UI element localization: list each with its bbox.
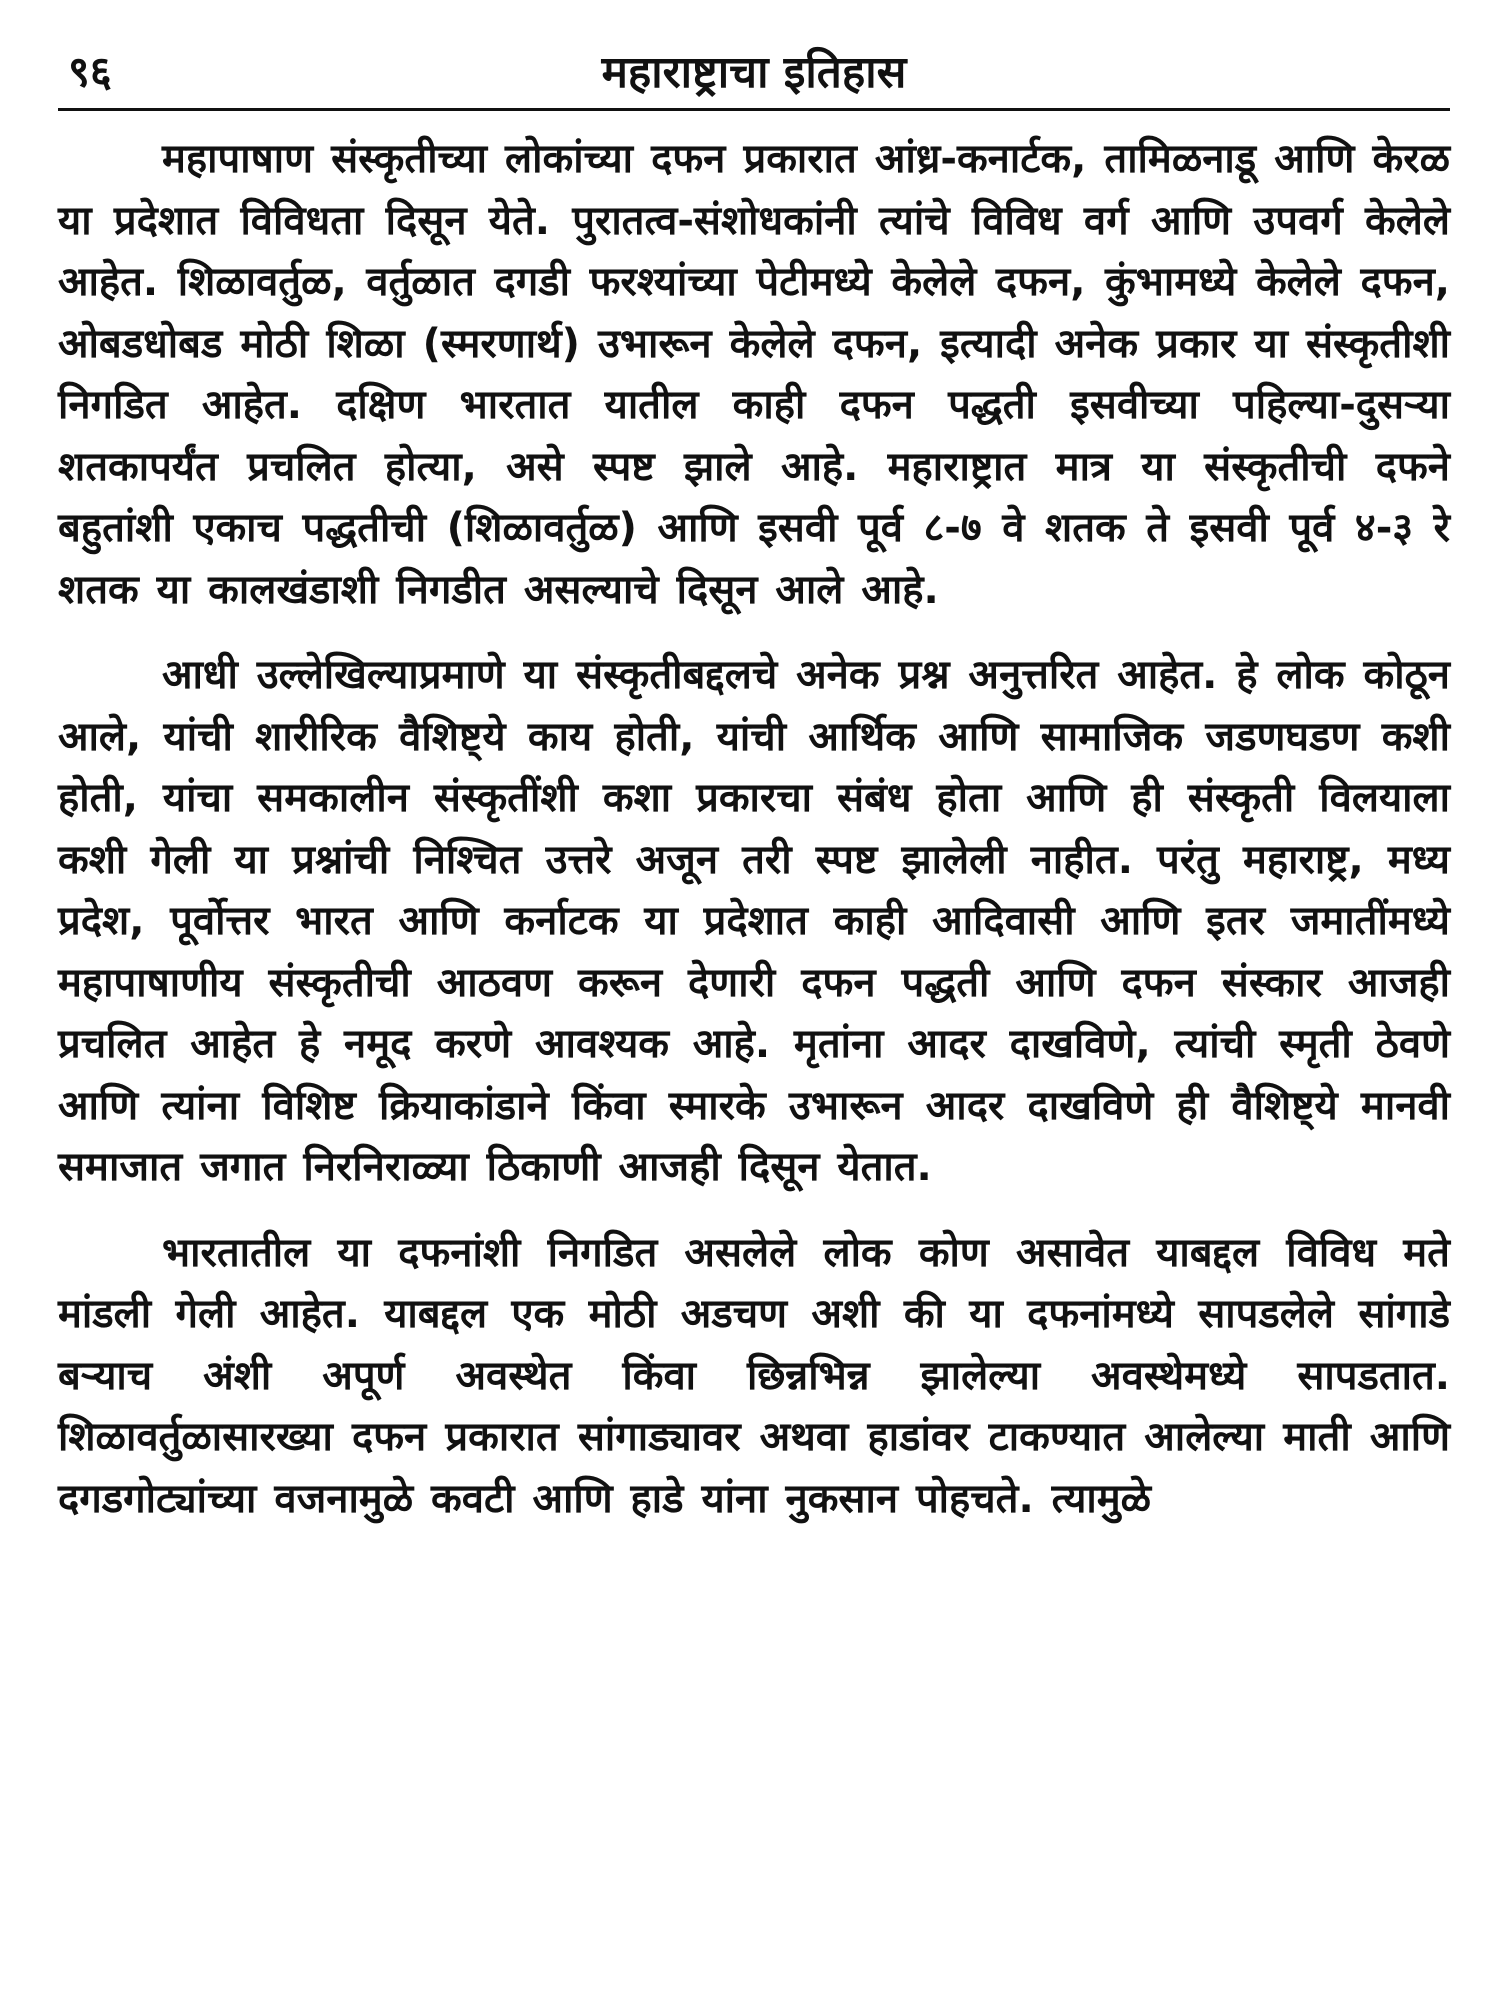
page-number: ९६	[68, 47, 112, 96]
paragraph-3: भारतातील या दफनांशी निगडित असलेले लोक कोण असावेत याबद्दल विविध मते मांडली गेली आहेत. याबद्दल एक मोठी अडचण अशी की या दफनांमध्ये सापडलेले सांगाडे बऱ्याच अंशी अपूर्ण अवस्थेत किंवा छिन्नभिन्न झालेल्या अवस्थेमध्ये सापडतात. शिळावर्तुळासारख्या दफन प्रकारात सांगाड्यावर अथवा हाडांवर टाकण्यात आलेल्या माती आणि दगडगोट्यांच्या वजनामुळे कवटी आणि हाडे यांना नुकसान पोहचते. त्यामुळे	[58, 1229, 1450, 1522]
book-page	[58, 38, 1450, 1554]
running-header	[58, 38, 1450, 111]
paragraph-1: महापाषाण संस्कृतीच्या लोकांच्या दफन प्रकारात आंध्र-कनार्टक, तामिळनाडू आणि केरळ या प्रदेशात विविधता दिसून येते. पुरातत्व-संशोधकांनी त्यांचे विविध वर्ग आणि उपवर्ग केलेले आहेत. शिळावर्तुळ, वर्तुळात दगडी फरश्यांच्या पेटीमध्ये केलेले दफन, कुंभामध्ये केलेले दफन, ओबडधोबड मोठी शिळा (स्मरणार्थ) उभारून केलेले दफन, इत्यादी अनेक प्रकार या संस्कृतीशी निगडित आहेत. दक्षिण भारतात यातील काही दफन पद्धती इसवीच्या पहिल्या-दुसऱ्या शतकापर्यंत प्रचलित होत्या, असे स्पष्ट झाले आहे. महाराष्ट्रात मात्र या संस्कृतीची दफने बहुतांशी एकाच पद्धतीची (शिळावर्तुळ) आणि इसवी पूर्व ८-७ वे शतक ते इसवी पूर्व ४-३ रे शतक या कालखंडाशी निगडीत असल्याचे दिसून आले आहे.	[58, 136, 1450, 613]
paragraph-2: आधी उल्लेखिल्याप्रमाणे या संस्कृतीबद्दलचे अनेक प्रश्न अनुत्तरित आहेत. हे लोक कोठून आले, यांची शारीरिक वैशिष्ट्ये काय होती, यांची आर्थिक आणि सामाजिक जडणघडण कशी होती, यांचा समकालीन संस्कृतींशी कशा प्रकारचा संबंध होता आणि ही संस्कृती विलयाला कशी गेली या प्रश्नांची निश्चित उत्तरे अजून तरी स्पष्ट झालेली नाहीत. परंतु महाराष्ट्र, मध्य प्रदेश, पूर्वोत्तर भारत आणि कर्नाटक या प्रदेशात काही आदिवासी आणि इतर जमातींमध्ये महापाषाणीय संस्कृतीची आठवण करून देणारी दफन पद्धती आणि दफन संस्कार आजही प्रचलित आहेत हे नमूद करणे आवश्यक आहे. मृतांना आदर दाखविणे, त्यांची स्मृती ठेवणे आणि त्यांना विशिष्ट क्रियाकांडाने किंवा स्मारके उभारून आदर दाखविणे ही वैशिष्ट्ये मानवी समाजात जगात निरनिराळ्या ठिकाणी आजही दिसून येतात.	[58, 652, 1450, 1190]
body-text	[58, 129, 1450, 1530]
running-title: महाराष्ट्राचा इतिहास	[601, 47, 907, 98]
